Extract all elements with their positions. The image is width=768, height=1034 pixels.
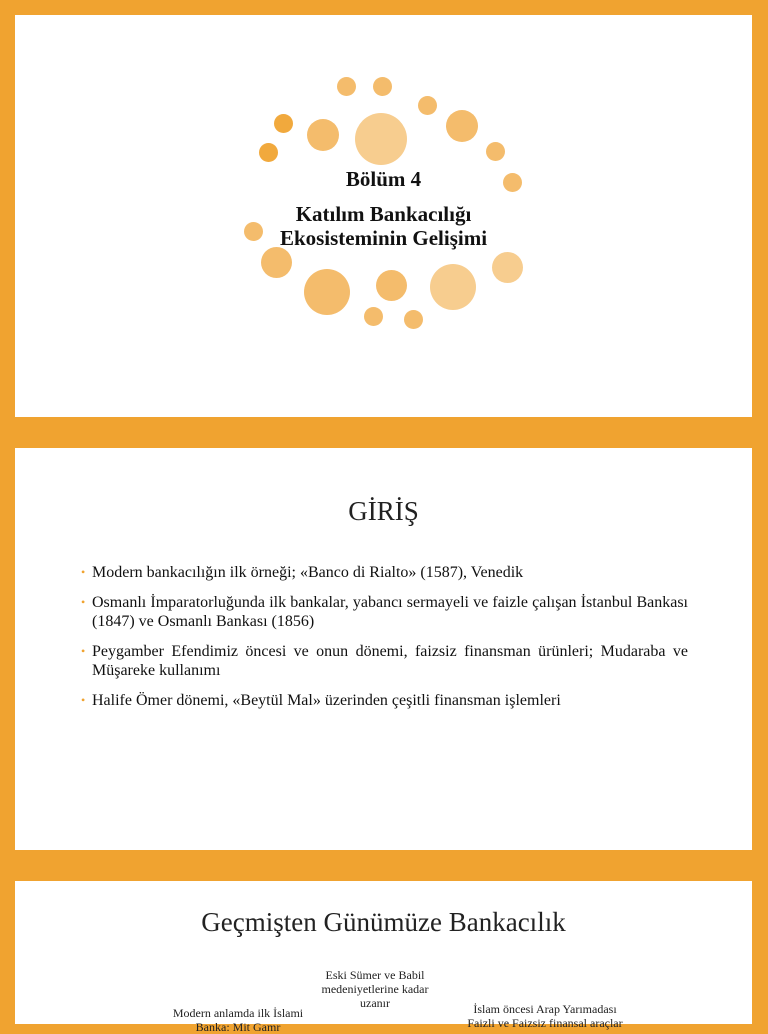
timeline-note-line: İslam öncesi Arap Yarımadası	[473, 1002, 617, 1016]
slide-title-line: Ekosisteminin Gelişimi	[279, 226, 488, 250]
slide-title-line: Katılım Bankacılığı	[295, 202, 472, 226]
decor-circle	[373, 77, 392, 96]
decor-circle	[364, 307, 383, 326]
bullet-text: Osmanlı İmparatorluğunda ilk bankalar, yabancı sermayeli ve faizle çalışan İstanbul Bankası (1847) ve Osmanlı Bankası (1856)	[92, 594, 688, 630]
bullet-text: Peygamber Efendimiz öncesi ve onun dönemi, faizsiz finansman ürünleri; Mudaraba ve Müşareke kullanımı	[92, 643, 688, 679]
timeline-note-pre-islamic-arabia	[445, 1002, 645, 1030]
bullet-icon: •	[81, 693, 86, 707]
decor-circle	[418, 96, 437, 115]
chapter-label: Bölüm 4	[345, 167, 422, 191]
timeline-note-line: Faizli ve Faizsiz finansal araçlar	[467, 1016, 623, 1030]
list-item	[81, 691, 688, 710]
timeline-note-first-islamic-bank	[143, 1006, 333, 1034]
decor-circle	[337, 77, 356, 96]
timeline-note-sumer: Eski Sümer ve Babil medeniyetlerine kadar uzanır	[321, 968, 429, 1010]
decor-circle	[430, 264, 476, 310]
list-item	[81, 563, 688, 582]
decor-circle	[486, 142, 505, 161]
list-item	[81, 593, 688, 631]
bullet-text: Modern bankacılığın ilk örneği; «Banco di Rialto» (1587), Venedik	[92, 564, 524, 581]
decor-circle	[259, 143, 278, 162]
timeline-note-line: Banka: Mit Gamr	[195, 1020, 281, 1034]
decor-circle	[274, 114, 293, 133]
decor-circle	[446, 110, 478, 142]
title-slide	[15, 15, 752, 417]
bullet-icon: •	[81, 595, 86, 609]
bullet-icon: •	[81, 644, 86, 658]
intro-slide	[15, 448, 752, 850]
decor-circle	[404, 310, 423, 329]
decor-circle	[307, 119, 339, 151]
decor-circle	[261, 247, 292, 278]
decor-circle	[304, 269, 350, 315]
list-item	[81, 642, 688, 680]
history-slide	[15, 881, 752, 1034]
slide-title	[15, 202, 752, 250]
bullet-text: Halife Ömer dönemi, «Beytül Mal» üzerinden çeşitli finansman işlemleri	[92, 692, 561, 709]
timeline-note-line: Modern anlamda ilk İslami	[172, 1006, 304, 1020]
slide-heading: Geçmişten Günümüze Bankacılık	[201, 907, 566, 937]
bullet-icon: •	[81, 565, 86, 579]
decor-circle	[492, 252, 523, 283]
bullet-list	[81, 563, 688, 721]
decor-circle	[355, 113, 407, 165]
decor-circle	[376, 270, 407, 301]
slide-heading: GİRİŞ	[348, 496, 419, 526]
